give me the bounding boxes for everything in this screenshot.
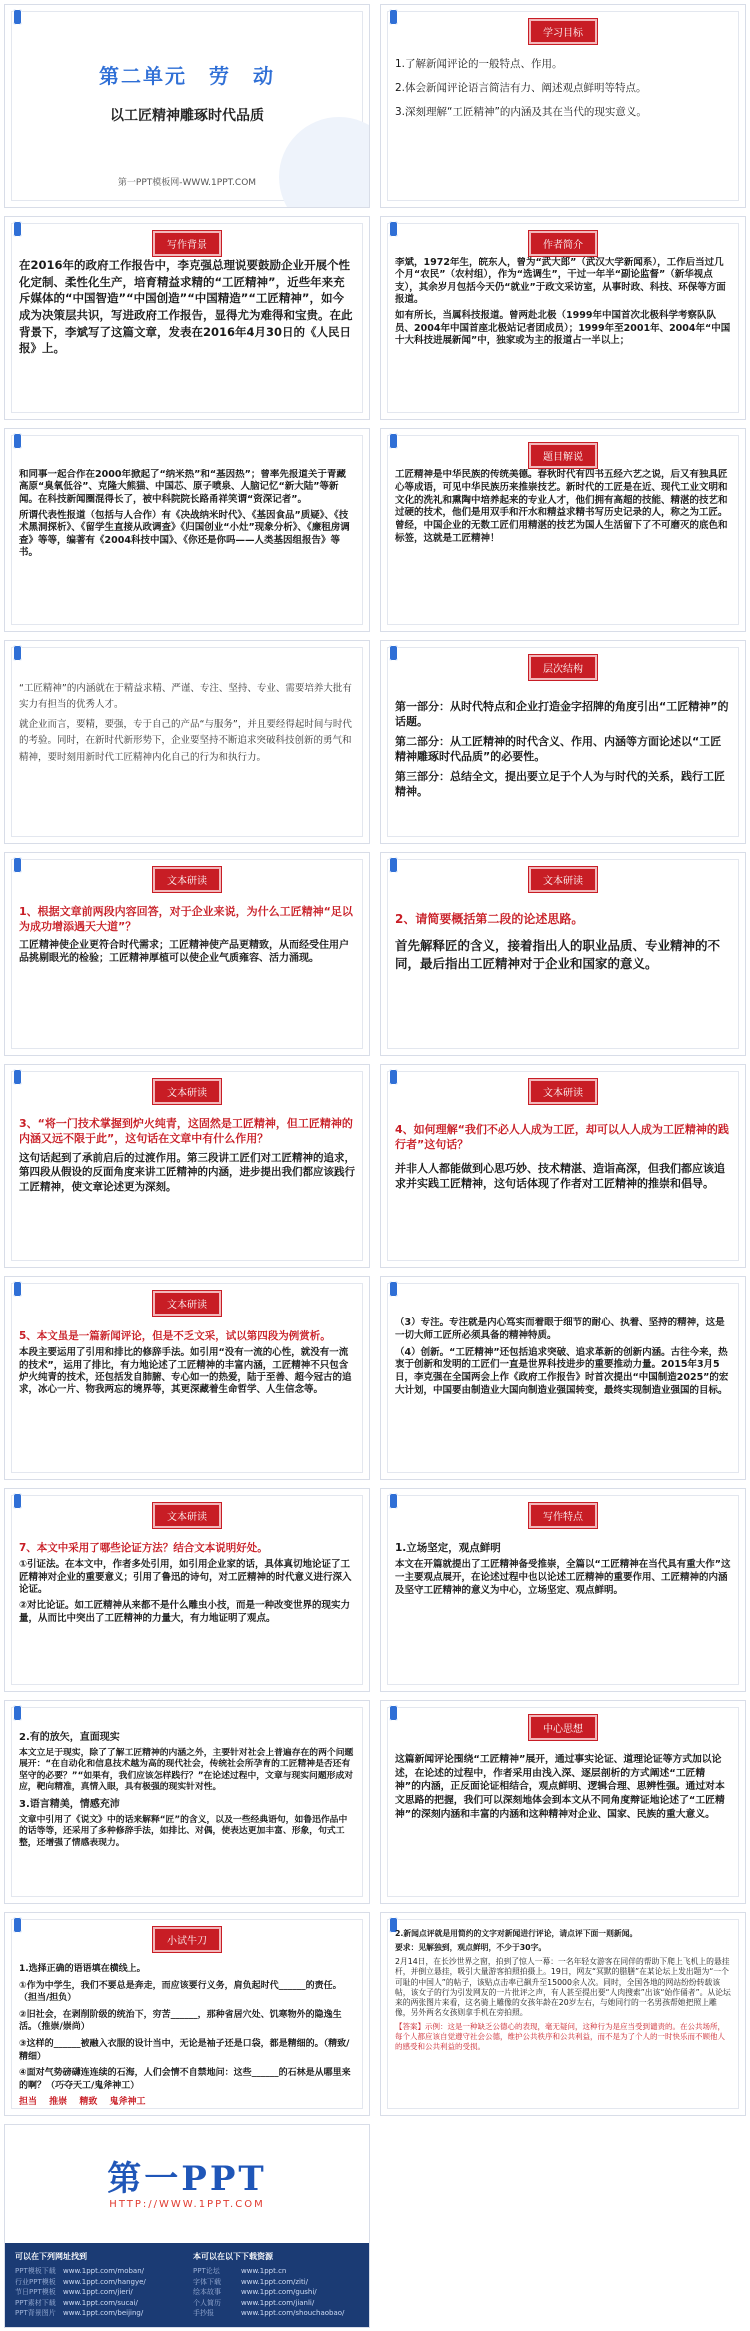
ppt-logo: 第一PPT [107,2159,267,2199]
binder-clip-icon [13,221,22,237]
slide-title[interactable] [4,4,370,208]
link-label: PPT论坛 [193,2267,220,2275]
slide-news-comment[interactable] [380,1912,746,2116]
author-para: 和同事一起合作在2000年掀起了“纳米热”和“基因热”；曾率先报道关于青藏高原“臭氧低谷”、克隆大熊猫、中国芯、原子喷泉、人脑记忆“新大陆”等新闻。在科技新闻圈混得长了，被中科院院长路甬祥笑谓“资深记者”。 [19,469,346,505]
link-column-title: 本可以在以下下载资源 [193,2252,273,2261]
binder-clip-icon [13,1281,22,1297]
binder-clip-icon [389,1705,398,1721]
author-para: 李斌，1972年生，皖东人，曾为“武大郎”（武汉大学新闻系），工作后当过几个月“农民”（农村组），作为“选调生”，干过一年半“副论监督”（新华视点支），其余岁月包括今天仍“就业”于政文采访室，从事时政、科技、环保等方面报道。 [395,257,726,306]
feature-text: 本文立足于现实，除了了解工匠精神的内涵之外，主要针对社会上普遍存在的两个问题展开：“在自动化和信息技术越为高的现代社会，传统社会所孕育的工匠精神是否还有坚守的必要？”“如果有，我们应该怎样践行？”在论述过程中，文章与现实问题形成对应，靶向精准，真情入眼，具有极强的现实针对性。 [19,1748,354,1793]
structure-part: 第二部分：从工匠精神的时代含义、作用、内涵等方面论述以“工匠精神雕琢时代品质”的必要性。 [395,734,722,764]
question-text: 1、根据文章前两段内容回答，对于企业来说，为什么工匠精神“足以为成功增添遇天大道”？ [19,905,353,933]
section-tag: 文本研读 [153,1291,221,1316]
binder-clip-icon [13,1493,22,1509]
section-tag: 文本研读 [529,1079,597,1104]
slide-reading-q3[interactable] [4,1064,370,1268]
section-tag: 写作特点 [529,1503,597,1528]
feature-heading: 2.有的放矢，直面现实 [19,1732,120,1743]
link-url[interactable]: www.1ppt.com/moban/ [63,2267,145,2275]
link-label: PPT背景图片 [15,2309,56,2317]
binder-clip-icon [13,1917,22,1933]
slide-background[interactable] [4,216,370,420]
task-text: 2.新闻点评就是用简约的文字对新闻进行评论，请点评下面一则新闻。 [395,1929,638,1938]
link-row[interactable] [193,2308,359,2319]
answer-text: 并非人人都能做到心思巧妙、技术精湛、造诣高深，但我们都应该追求并实践工匠精神，这句话体现了作者对工匠精神的推崇和倡导。 [395,1161,725,1191]
link-url[interactable]: www.1ppt.com/jieri/ [63,2288,133,2296]
answer-text: 本段主要运用了引用和排比的修辞手法。如引用“没有一流的心性，就没有一流的技术”，运用了排比，有力地论述了工匠精神的丰富内涵，工匠精神不只包含炉火纯青的技术，还包括发自肺腑、专心如一的热爱，陆于至善、超今冠古的追求，冰心一片、物我两忘的境界等，其更深藏着生命哲学、人生信念等。 [19,1347,352,1396]
binder-clip-icon [389,1281,398,1297]
practice-answers [19,2096,355,2107]
structure-part: 第三部分：总结全文，提出要立足于个人为与时代的关系，践行工匠精神。 [395,769,725,798]
slide-central-idea[interactable] [380,1700,746,1904]
answer-text: 工匠精神使企业更符合时代需求；工匠精神使产品更精致，从而经受住用户品挑剔眼光的检验；工匠精神厚植可以使企业气质雍容、活力涌现。 [19,939,349,965]
slide-writing-features-cont[interactable] [4,1700,370,1904]
link-label: 手抄报 [193,2309,214,2317]
slide-title-explain[interactable] [380,428,746,632]
link-column-title: 可以在下列网址找到 [15,2252,87,2261]
binder-clip-icon [13,1705,22,1721]
slide-ppt-ad[interactable] [4,2124,370,2328]
link-label: 字体下载 [193,2277,221,2286]
link-row[interactable] [193,2266,359,2277]
binder-clip-icon [389,433,398,449]
binder-clip-icon [13,433,22,449]
link-column [15,2251,181,2319]
link-label: 行业PPT模板 [15,2277,56,2286]
section-tag: 文本研读 [153,1079,221,1104]
title-explain-text: 工匠精神是中华民族的传统美德。春秋时代有四书五经六艺之说，后又有独具匠心等成语，可见中华民族历来推崇技艺。新时代的工匠是在近、现代工业文明和文化的洗礼和熏陶中培养起来的专业人才，他们拥有高超的技能、精湛的技艺和过硬的技术，他们是用双手和汗水和精益求精书写历史记录的人，称之为工匠。曾经，中国企业的无数工匠们用精湛的技艺为国人生活留下了不可磨灭的底色和标签，这就是工匠精神！ [395,469,728,545]
link-url[interactable]: www.1ppt.com/sucai/ [63,2298,138,2307]
link-row[interactable] [15,2308,181,2319]
binder-clip-icon [13,1069,22,1085]
link-list [15,2266,181,2319]
link-url[interactable]: www.1ppt.com/gushi/ [241,2288,317,2296]
practice-item: ④面对气势磅礴连连续的石海，人们会情不自禁地问：这些______的石林是从哪里来的啊？（巧夺天工/鬼斧神工） [19,2068,351,2091]
section-tag: 小试牛刀 [153,1927,221,1952]
practice-answer: 精致 [79,2097,98,2107]
question-text: 2、请简要概括第二段的论述思路。 [395,912,584,926]
answer-note: 【答案】示例：这是一种缺乏公德心的表现，毫无疑问，这种行为是应当受到谴责的。在公共场所，每个人都应该自觉遵守社会公德，维护公共秩序和公共利益，而不是为了个人的一时快乐而不顾他人的感受和公共利益的受损。 [395,2022,725,2051]
objective-item: 1.了解新闻评论的一般特点、作用。 [395,58,563,70]
binder-clip-icon [389,9,398,25]
background-text: 在2016年的政府工作报告中，李克强总理说要鼓励企业开展个性化定制、柔性化生产，培育精益求精的“工匠精神”，近些年来充斥媒体的“中国智造”“中国创造”“中国精造”“工匠精神”，如今成为决策层共识，写进政府工作报告，显得尤为难得和宝贵。在此背景下，李斌写了这篇文章，发表在2016年4月30日的《人民日报》上。 [19,258,353,356]
section-tag: 作者简介 [529,231,597,256]
slide-author-cont[interactable] [4,428,370,632]
section-tag: 文本研读 [153,1503,221,1528]
practice-intro: 1.选择正确的语语填在横线上。 [19,1964,146,1974]
slide-focus-innovation[interactable] [380,1276,746,1480]
link-label: PPT模板下载 [15,2267,56,2275]
link-row[interactable] [15,2277,181,2288]
section-tag: 题目解说 [529,443,597,468]
link-url[interactable]: www.1ppt.com/hangye/ [63,2277,146,2286]
binder-clip-icon [389,1493,398,1509]
slide-objectives[interactable] [380,4,746,208]
link-list [193,2266,359,2319]
spirit-point: （4）创新。“工匠精神”还包括追求突破、追求革新的创新内涵。古往今来，热衷于创新和发明的工匠们一直是世界科技进步的重要推动力量。2015年3月5日，李克强在全国两会上作《政府工作报告》时首次提出“中国制造2025”的宏大计划，中国要由制造业大国向制造业强国转变，最终实现制造业强国的目标。 [395,1346,729,1397]
link-url[interactable]: www.1ppt.com/ziti/ [241,2277,309,2286]
feature-text: 本文在开篇就提出了工匠精神备受推崇，全篇以“工匠精神在当代具有重大作”这一主要观点展开，在论述过程中也以论述工匠精神的重要作用、工匠精神的内涵及坚守工匠精神的意义为中心，立场坚定、观点鲜明。 [395,1559,731,1596]
link-row[interactable] [15,2287,181,2298]
author-para: 所谓代表性报道（包括与人合作）有《决战纳米时代》、《基因食品”质疑》、《技术黑洞探析》、《留学生直接从政调查》《归国创业“小灶”现象分析》、《廉租房调查》等等，编著有《2004科技中国》、《你还是你吗——人类基因组报告》等书。 [19,510,350,559]
connotation-para: “工匠精神”的内涵就在于精益求精、严谨、专注、坚持、专业、需要培养大批有实力有担当的优秀人才。 [19,683,352,711]
link-row[interactable] [193,2277,359,2288]
binder-clip-icon [389,221,398,237]
news-text: 2月14日，在长沙世界之窗，拍到了惊人一幕：一名年轻女游客在同伴的帮助下爬上飞机上的悬挂杆，并倒立悬挂，吸引大量游客拍照拍摄上。19日，网友“冥默的腊膳”在某论坛上发出题为“一个可耻的中国人”的帖子，该贴点击率已飙升至15000余人次。同时，全国各地的网站纷纷转载该帖，该女子的行为引发网友的一片批评之声，有人甚至提出要“人肉搜索”出该“始作俑者”。从论坛来的两张图片来看，这名骑上雕像的女孩年龄在20岁左右，与她同行的一名男孩帮她把照上雕像，另外两名女孩则拿手机在旁拍照。 [395,1957,731,2017]
objective-item: 3.深刻理解“工匠精神”的内涵及其在当代的现实意义。 [395,105,647,118]
connotation-para: 就企业而言，要精，要强，专于自己的产品“与服务”，并且要经得起时间与时代的考验。同时，在新时代新形势下，企业要坚持不断追求突破科技创新的勇气和精神，要时刻用新时代工匠精神内化自己的行为和执行力。 [19,719,352,763]
structure-part: 第一部分：从时代特点和企业打造金字招牌的角度引出“工匠精神”的话题。 [395,700,729,729]
section-tag: 写作背景 [153,231,221,256]
feature-text: 文章中引用了《说文》中的话来解释“匠”的含义，以及一些经典语句，如鲁迅作品中的话等等，还采用了多种修辞手法，如排比、对偶，使表达更加丰富、形象，句式工整，还增强了情感表现力。 [19,1814,348,1848]
answer-text: 这句话起到了承前启后的过渡作用。第三段讲工匠们对工匠精神的追求，第四段从假设的反面角度来讲工匠精神的内涵，进步提出我们都应该践行工匠精神，使文章论述更为深刻。 [19,1151,355,1194]
practice-answer: 推崇 [49,2097,68,2107]
template-source: 第一PPT模板网-WWW.1PPT.COM [117,178,257,188]
ad-links [5,2243,369,2327]
practice-item: ③这样的______被融入衣服的设计当中，无论是袖子还是口袋，都是精细的。（精致/精细） [19,2038,350,2062]
slide-reading-q2[interactable] [380,852,746,1056]
slide-reading-q1[interactable] [4,852,370,1056]
slide-author[interactable] [380,216,746,420]
ppt-url[interactable]: HTTP://WWW.1PPT.COM [109,2199,265,2210]
slide-connotation[interactable] [4,640,370,844]
practice-item: ①作为中学生，我们不要总是奔走，而应该要行义务，肩负起时代______的责任。（担当/担负） [19,1980,342,2004]
link-url[interactable]: www.1ppt.cn [241,2267,287,2275]
answer-text: 首先解释匠的含义，接着指出人的职业品质、专业精神的不同，最后指出工匠精神对于企业和国家的意义。 [395,938,721,972]
binder-clip-icon [13,857,22,873]
binder-clip-icon [389,857,398,873]
section-tag: 学习目标 [529,19,597,44]
slide-structure[interactable] [380,640,746,844]
link-label: 个人简历 [193,2298,221,2307]
practice-answer: 鬼斧神工 [109,2097,146,2107]
author-para: 如有所长，当属科技报道。曾两赴北极（1999年中国首次北极科学考察队队员、2004年中国首座北极站记者团成员）；1999年至2001年、2004年“中国十大科技进展新闻”中，独家或为主的报道占一半以上； [395,310,731,347]
question-text: 3、“将一门技术掌握到炉火纯青，这固然是工匠精神，但工匠精神的内涵又远不限于此”，这句话在文章中有什么作用？ [19,1117,353,1145]
link-url[interactable]: www.1ppt.com/beijing/ [63,2309,144,2317]
link-column [193,2251,359,2319]
section-tag: 中心思想 [529,1715,597,1740]
question-text: 4、如何理解“我们不必人人成为工匠，却可以人人成为工匠精神的践行者”这句话？ [395,1123,729,1151]
feature-heading: 3.语言精美，情感充沛 [19,1798,120,1810]
feature-heading: 1.立场坚定，观点鲜明 [395,1542,501,1554]
link-row[interactable] [15,2298,181,2309]
link-url[interactable]: www.1ppt.com/jianli/ [241,2298,315,2307]
section-tag: 文本研读 [529,867,597,892]
ad-header [5,2125,369,2243]
link-row[interactable] [15,2266,181,2277]
slide-practice[interactable] [4,1912,370,2116]
question-text: 7、本文中采用了哪些论证方法？结合文本说明好处。 [19,1542,268,1554]
slide-reading-q5[interactable] [4,1276,370,1480]
link-label: 绘本故事 [193,2288,221,2296]
link-row[interactable] [193,2298,359,2309]
binder-clip-icon [389,645,398,661]
question-text: 5、本文虽是一篇新闻评论，但是不乏文采，试以第四段为例赏析。 [19,1330,331,1342]
slide-reading-q4[interactable] [380,1064,746,1268]
slide-reading-q7[interactable] [4,1488,370,1692]
binder-clip-icon [13,9,22,25]
answer-para: ②对比论证。如工匠精神从来都不是什么雕虫小技，而是一种改变世界的现实力量，从而比中突出了工匠精神的力量大，有力地证明了观点。 [19,1600,351,1624]
task-requirement: 要求：见解独到，观点鲜明，不少于30字。 [395,1943,547,1953]
objective-item: 2.体会新闻评论语言简洁有力、阐述观点鲜明等特点。 [395,81,647,94]
binder-clip-icon [13,645,22,661]
lesson-title: 以工匠精神雕琢时代品质 [110,108,264,124]
slide-writing-features[interactable] [380,1488,746,1692]
section-tag: 文本研读 [153,867,221,892]
unit-title: 第二单元 劳 动 [99,64,275,88]
practice-item: ②旧社会，在剥削阶级的统治下，穷苦______，那种省居穴处、饥寒物外的隐逸生活。（推崇/崇尚） [19,2009,342,2033]
spirit-point: （3）专注。专注就是内心笃实而着眼于细节的耐心、执着、坚持的精神，这是一切大师工匠所必须具备的精神特质。 [395,1317,725,1341]
binder-clip-icon [389,1069,398,1085]
link-label: PPT素材下载 [15,2298,56,2307]
link-label: 节日PPT模板 [15,2288,56,2296]
link-url[interactable]: www.1ppt.com/shouchaobao/ [241,2309,345,2317]
practice-answer: 担当 [19,2097,38,2107]
answer-para: ①引证法。在本文中，作者多处引用，如引用企业家的话，具体真切地论证了工匠精神对企业的重要意义；引用了鲁迅的诗句，对工匠精神的时代意义进行深入论证。 [19,1559,352,1595]
central-idea-text: 这篇新闻评论围绕“工匠精神”展开，通过事实论证、道理论证等方式加以论述，在论述的过程中，作者采用由浅入深、逐层剖析的方式阐述“工匠精神”的内涵，正反面论证相结合，观点鲜明、逻辑合理、思辨性强。通过对本文思路的把握，我们可以深刻地体会到本文从不同角度辩证地论述了“工匠精神”的深刻内涵和丰富的内涵和这种精神对企业、国家、民族的重大意义。 [395,1754,725,1820]
section-tag: 层次结构 [529,655,597,680]
link-row[interactable] [193,2287,359,2298]
